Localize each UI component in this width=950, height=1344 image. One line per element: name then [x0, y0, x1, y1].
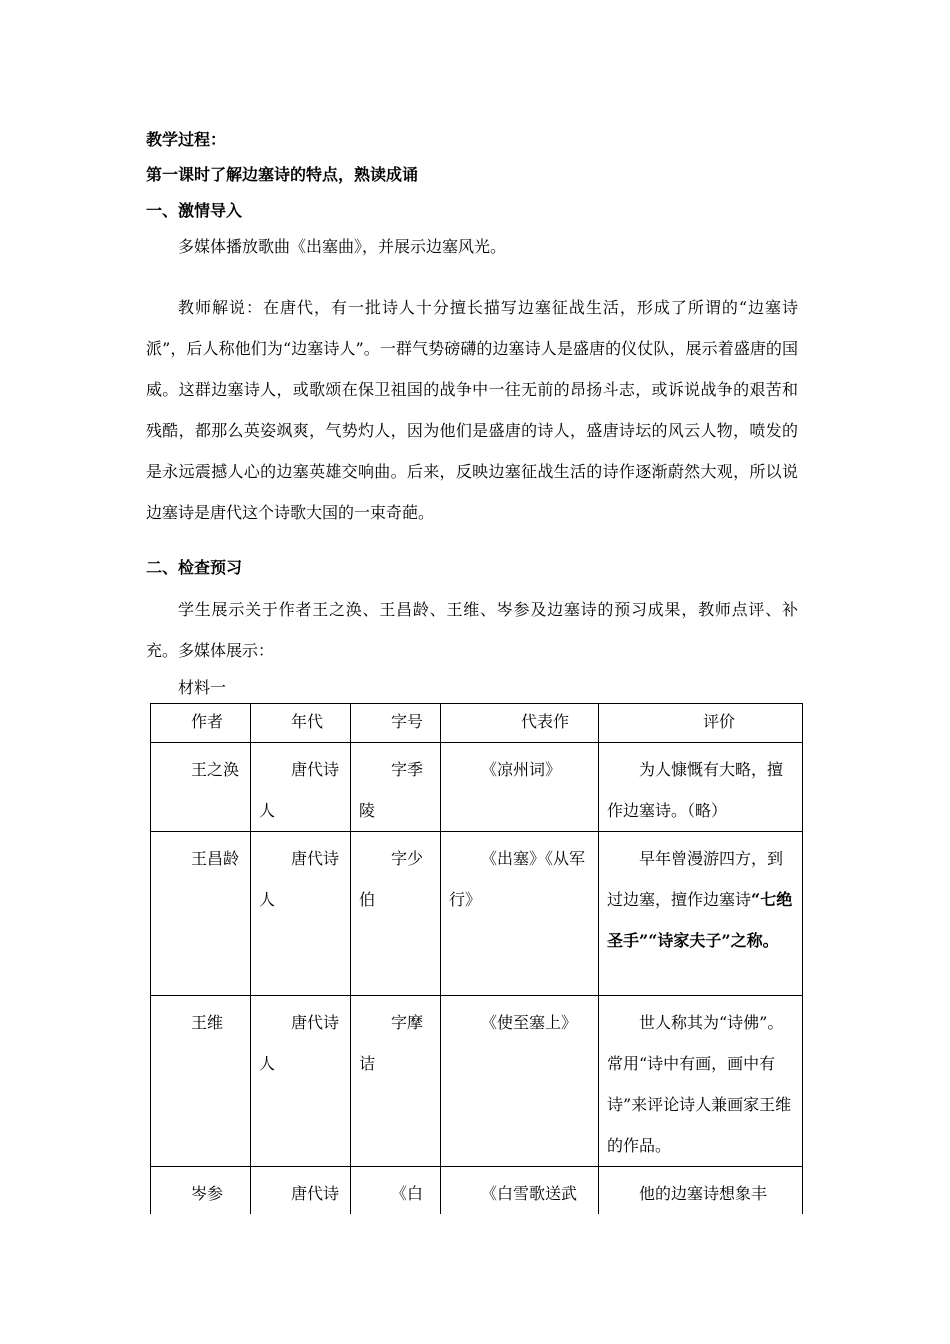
table-header-cell: 字号	[351, 704, 441, 743]
heading-teaching-process: 教学过程：	[146, 130, 227, 149]
table-cell-style-name: 字摩诘	[351, 996, 441, 1167]
table-header-cell: 代表作	[441, 704, 599, 743]
table-cell-review: 他的边塞诗想象丰	[599, 1167, 803, 1287]
table-cell-style-name: 《白	[351, 1167, 441, 1287]
table-cell-style-name: 字少伯	[351, 832, 441, 996]
page-bottom-margin	[0, 1214, 950, 1344]
heading-lesson-one: 第一课时了解边塞诗的特点，熟读成诵	[146, 165, 419, 184]
table-row	[151, 743, 803, 832]
table-cell-style-name: 字季陵	[351, 743, 441, 832]
poets-table	[150, 703, 803, 1287]
table-header-row	[151, 704, 803, 743]
table-cell-era: 唐代诗	[251, 1167, 351, 1287]
table-cell-works: 《白雪歌送武	[441, 1167, 599, 1287]
review-bold-text: “七绝圣手”“诗家夫子”之称。	[607, 890, 793, 950]
table-header-cell: 年代	[251, 704, 351, 743]
table-cell-works: 《凉州词》	[441, 743, 599, 832]
heading-section-one: 一、激情导入	[146, 201, 243, 220]
paragraph-student-preview: 学生展示关于作者王之涣、王昌龄、王维、岑参及边塞诗的预习成果，教师点评、补充。多媒体展示：	[146, 600, 798, 660]
table-row	[151, 832, 803, 996]
table-cell-review: 为人慷慨有大略，擅作边塞诗。（略）	[599, 743, 803, 832]
table-cell-author: 岑参	[151, 1167, 251, 1287]
table-row	[151, 996, 803, 1167]
table-header-cell: 评价	[599, 704, 803, 743]
table-cell-era: 唐代诗人	[251, 996, 351, 1167]
review-plain-text: 早年曾漫游四方，到过边塞，擅作边塞诗	[607, 849, 784, 909]
table-cell-review: 世人称其为“诗佛”。 常用“诗中有画，画中有诗”来评论诗人兼画家王维的作品。	[599, 996, 803, 1167]
table-cell-works: 《使至塞上》	[441, 996, 599, 1167]
heading-section-two: 二、检查预习	[146, 558, 243, 577]
label-material-one: 材料一	[178, 678, 227, 697]
paragraph-intro: 多媒体播放歌曲《出塞曲》，并展示边塞风光。	[178, 237, 507, 256]
table-cell-review	[599, 832, 803, 996]
table-cell-author: 王之涣	[151, 743, 251, 832]
table-cell-era: 唐代诗人	[251, 743, 351, 832]
table-cell-works: 《出塞》《从军行》	[441, 832, 599, 996]
paragraph-teacher-commentary: 教师解说：在唐代，有一批诗人十分擅长描写边塞征战生活，形成了所谓的“边塞诗派”，后人称他们为“边塞诗人”。一群气势磅礴的边塞诗人是盛唐的仪仗队，展示着盛唐的国威。这群边塞诗人，或歌颂在保卫祖国的战争中一往无前的昂扬斗志，或诉说战争的艰苦和残酷，都那么英姿飒爽，气势灼人，因为他们是盛唐的诗人，盛唐诗坛的风云人物，喷发的是永远震撼人心的边塞英雄交响曲。后来，反映边塞征战生活的诗作逐渐蔚然大观，所以说边塞诗是唐代这个诗歌大国的一束奇葩。	[146, 298, 798, 522]
table-header-cell: 作者	[151, 704, 251, 743]
table-cell-era: 唐代诗人	[251, 832, 351, 996]
table-cell-author: 王昌龄	[151, 832, 251, 996]
table-cell-author: 王维	[151, 996, 251, 1167]
